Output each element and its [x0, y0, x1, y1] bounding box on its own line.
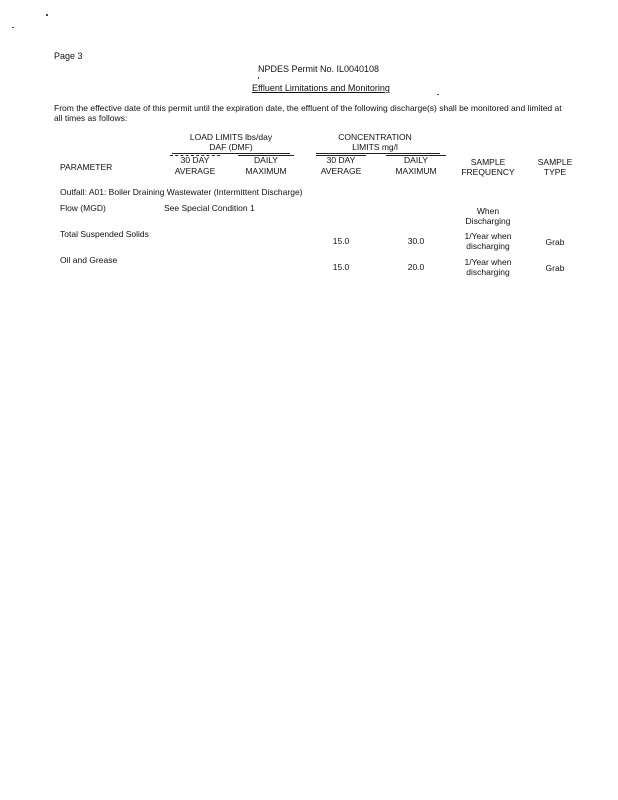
load-daily-rule — [238, 155, 294, 156]
column-conc-daily-sublabel: MAXIMUM — [395, 166, 437, 176]
load-30day-rule — [170, 155, 220, 156]
column-type-label: SAMPLE — [537, 157, 573, 167]
row-frequency-line-1: When — [476, 206, 500, 216]
scan-speck — [46, 14, 48, 16]
outfall-label: Outfall: A01: Boiler Draining Wastewater (Intermittent Discharge) — [60, 187, 303, 197]
load-limits-title: LOAD LIMITS lbs/day — [189, 132, 273, 142]
row-conc-daily: 30.0 — [407, 236, 425, 246]
column-frequency-label: SAMPLE — [470, 157, 506, 167]
intro-line-2: all times as follows: — [54, 113, 128, 123]
concentration-limits-subtitle: LIMITS mg/l — [352, 142, 398, 152]
column-parameter: PARAMETER — [60, 162, 113, 172]
row-frequency-line-2: discharging — [466, 267, 510, 277]
row-note: See Special Condition 1 — [164, 203, 255, 213]
row-conc-daily: 20.0 — [407, 262, 425, 272]
load-limits-subtitle: DAF (DMF) — [209, 142, 253, 152]
scan-speck — [437, 94, 439, 95]
column-load-daily-sublabel: MAXIMUM — [245, 166, 287, 176]
row-conc-30day: 15.0 — [332, 236, 350, 246]
permit-number: NPDES Permit No. IL0040108 — [258, 64, 380, 74]
column-load-30day-sublabel: AVERAGE — [174, 166, 216, 176]
concentration-limits-title: CONCENTRATION — [338, 132, 412, 142]
row-conc-30day: 15.0 — [332, 262, 350, 272]
column-conc-30day-sublabel: AVERAGE — [320, 166, 362, 176]
row-sample-type: Grab — [545, 237, 565, 247]
row-frequency-line-1: 1/Year when — [464, 257, 512, 267]
column-load-30day-label: 30 DAY — [180, 155, 210, 165]
row-parameter: Total Suspended Solids — [60, 229, 149, 239]
column-conc-daily-label: DAILY — [404, 155, 428, 165]
column-load-daily-label: DAILY — [254, 155, 278, 165]
column-conc-30day-label: 30 DAY — [326, 155, 356, 165]
intro-line-1: From the effective date of this permit until the expiration date, the effluent of the following discharge(s) shall be monitored and limited at — [54, 103, 562, 113]
load-limits-rule — [172, 153, 290, 154]
conc-30day-rule — [316, 155, 366, 156]
scan-speck — [258, 77, 259, 79]
column-frequency-sublabel: FREQUENCY — [461, 167, 515, 177]
row-parameter: Flow (MGD) — [60, 203, 106, 213]
scan-speck — [12, 27, 14, 28]
page-label: Page 3 — [54, 51, 83, 61]
row-frequency-line-1: 1/Year when — [464, 231, 512, 241]
concentration-limits-rule — [316, 153, 440, 154]
conc-daily-rule — [386, 155, 446, 156]
row-frequency-line-2: discharging — [466, 241, 510, 251]
section-title: Effluent Limitations and Monitoring — [252, 83, 390, 93]
row-sample-type: Grab — [545, 263, 565, 273]
row-parameter: Oil and Grease — [60, 255, 118, 265]
column-type-sublabel: TYPE — [543, 167, 567, 177]
row-frequency-line-2: Discharging — [465, 216, 511, 226]
